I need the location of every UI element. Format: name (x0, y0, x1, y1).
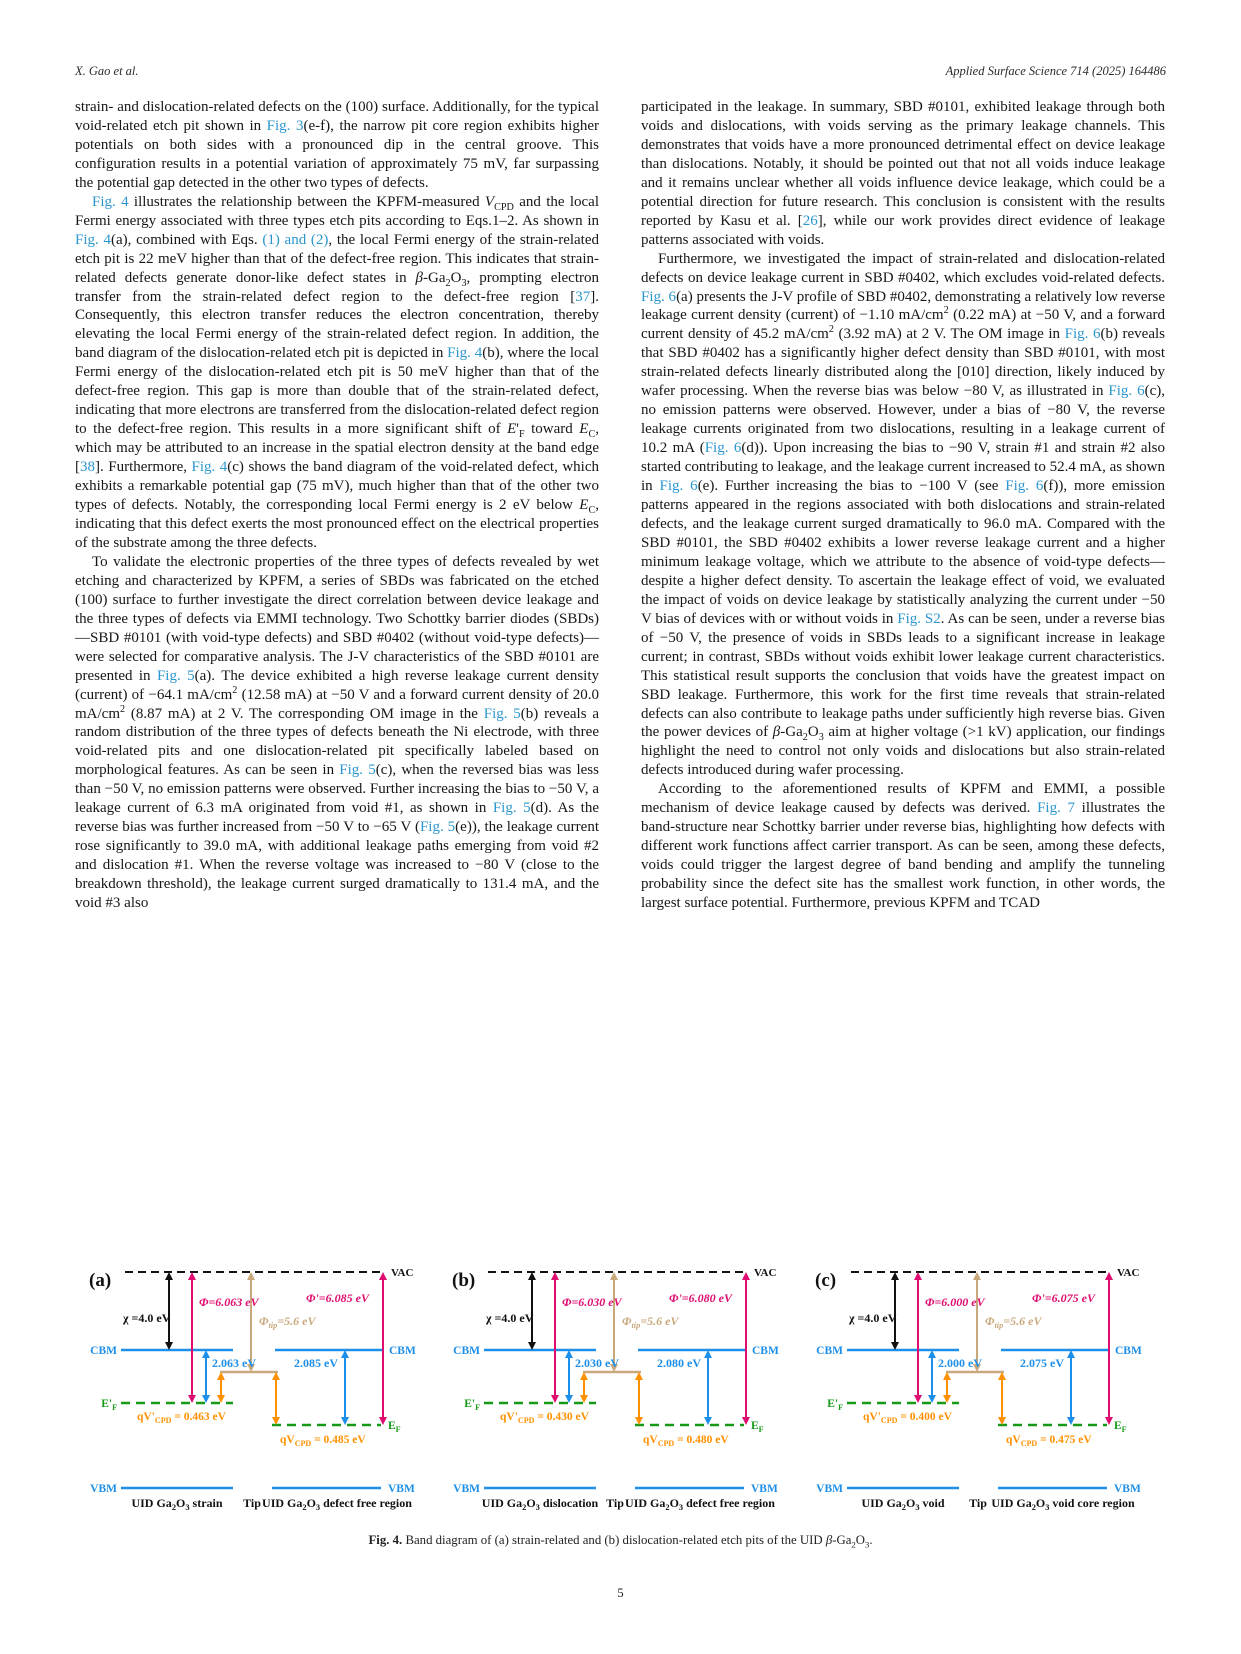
text-segment: (f)), more emission patterns appeared in the regions associated with both dislocations and strain-related defects, and the leakage current surged dramatically to 96.0 mA. Compared with the SBD #0101, the SBD #0402 exhibits a lower reverse leakage current and a higher minimum leakage voltage, which we attribute to the absence of void-type defects—despite a higher defect density. To ascertain the leakage effect of void, we evaluated the impact of voids on device leakage by statistically analyzing the current under −50 V bias of devices with or without voids in (641, 478, 1166, 627)
text-segment: E (579, 421, 589, 438)
text-segment: (e-f), the narrow pit core region exhibits higher potentials on both sides with a pronounced dip in the central groove. This configuration results in a potential variation of approximately 75 mV, far surpassing the potential gap detected in the other two types of defects. (75, 117, 599, 191)
text-segment: toward (524, 421, 580, 438)
paragraph (75, 193, 599, 553)
ef-right-label: $E_F$ (1114, 1420, 1127, 1434)
vbm-label-right: VBM (751, 1483, 778, 1495)
phi-value: Φ=6.030 eV (562, 1295, 622, 1309)
text-segment: 2 (828, 324, 834, 336)
band-diagram-panel (801, 1256, 1164, 1518)
paragraph (641, 250, 1165, 781)
text-segment: -Ga (780, 724, 803, 741)
text-segment: C (588, 505, 596, 517)
gap-right-value: 2.085 eV (294, 1356, 338, 1370)
region-left-label: UID $Ga_2O_3$ void (861, 1496, 945, 1512)
ref-link[interactable]: Fig. 7 (1037, 800, 1076, 817)
arrow-head (551, 1272, 559, 1280)
chi-value: χ =4.0 eV (486, 1311, 534, 1325)
band-diagram-panel (438, 1256, 801, 1518)
arrow-head (1105, 1272, 1113, 1280)
text-segment: -Ga (423, 269, 446, 286)
ref-link[interactable]: Fig. S2 (897, 610, 941, 627)
band-diagram-panel (75, 1256, 438, 1518)
qv-right-value: $qV_{CPD} = 0.480$ eV (643, 1434, 729, 1448)
qv-right-value: $qV_{CPD} = 0.475$ eV (1006, 1434, 1092, 1448)
text-segment: O (807, 724, 819, 741)
ref-link[interactable]: 37 (575, 288, 591, 305)
arrow-head (973, 1272, 981, 1280)
ref-link[interactable]: Fig. 5 (492, 800, 531, 817)
arrow-head (165, 1272, 173, 1280)
phi-prime-value: Φ'=6.085 eV (306, 1291, 369, 1305)
text-segment: 2 (232, 684, 238, 696)
page-header (75, 64, 1166, 79)
text-segment: , indicating that this defect exerts the most pronounced effect on the electrical properties of the substrate among the three defects. (75, 497, 599, 551)
arrow-head (914, 1272, 922, 1280)
page-number: 5 (617, 1586, 624, 1600)
text-segment: β (772, 724, 781, 741)
text-segment: Fig. 4. (368, 1533, 403, 1547)
ref-link[interactable]: 26 (802, 212, 818, 229)
text-segment: -Ga (832, 1533, 852, 1547)
text-segment: , prompting electron transfer from the strain-related defect region to the defect-free region [ (75, 269, 599, 305)
region-left-label: UID $Ga_2O_3$ dislocation (481, 1496, 599, 1512)
ref-link[interactable]: Fig. 3 (266, 117, 304, 134)
region-right-label: UID $Ga_2O_3$ void core region (991, 1496, 1135, 1512)
qv-left-value: $qV'_{CPD} = 0.400$ eV (863, 1411, 952, 1425)
ref-link[interactable]: Fig. 5 (483, 705, 521, 722)
text-segment: To validate the electronic properties of the three types of defects revealed by wet etching and characterized by KPFM, a series of SBDs was fabricated on the etched (100) surface to further investigate the direct correlation between device leakage and the three types of defects via EMMI technology. Two Schottky barrier diodes (SBDs)—SBD #0101 (with void-type defects) and SBD #0402 (without void-type defects)—were selected for comparative analysis. The J-V characteristics of the SBD #0101 are presented in (75, 553, 599, 684)
text-segment: aim at higher voltage (>1 kV) application, our findings highlight the need to control not only voids and dislocations but also strain-related defects introduced during wafer processing. (641, 724, 1165, 779)
ef-left-label: $E'_F$ (101, 1398, 117, 1412)
paragraph (75, 553, 599, 913)
text-segment: V (484, 193, 495, 210)
cbm-label-right: CBM (1115, 1345, 1142, 1357)
cbm-label-right: CBM (389, 1345, 416, 1357)
phi-prime-value: Φ'=6.080 eV (669, 1291, 732, 1305)
vbm-label-left: VBM (90, 1483, 117, 1495)
text-segment: (c), no emission patterns were observed. However, under a bias of −80 V, the reverse leakage currents originated from two dislocations, resulting in a leakage current of 10.2 mA ( (641, 383, 1165, 457)
ref-link[interactable]: Fig. 4 (191, 459, 228, 476)
right-column (641, 98, 1165, 913)
vac-label: VAC (391, 1267, 414, 1279)
text-segment: ]. Consequently, this electron transfer reduces the electron concentration, thereby elevating the local Fermi energy of the strain-related defect region. In addition, the band diagram of the dislocation-related etch pit is depicted in (75, 288, 599, 362)
vbm-label-left: VBM (816, 1483, 843, 1495)
cbm-label-left: CBM (816, 1345, 843, 1357)
ref-link[interactable]: Fig. 6 (659, 478, 698, 495)
qv-left-value: $qV'_{CPD} = 0.430$ eV (500, 1411, 589, 1425)
panel-label: (c) (815, 1270, 837, 1291)
vac-label: VAC (1117, 1267, 1140, 1279)
text-segment: . As can be seen, under a reverse bias of −50 V, the presence of voids in SBDs leads to a significant increase in leakage current; in contrast, SBDs without voids exhibit lower leakage current characteristics. This statistical result supports the conclusion that voids have the greatest impact on SBD leakage. Furthermore, this work for the first time reveals that strain-related defects can also contribute to leakage paths under sufficiently high reverse bias. Given the power devices of (641, 610, 1165, 741)
ref-link[interactable]: Fig. 4 (92, 193, 129, 210)
gap-left-value: 2.000 eV (938, 1356, 982, 1370)
phi-tip-value: $\Phi_{tip}=5.6$ eV (622, 1314, 679, 1330)
text-segment: E (579, 497, 589, 514)
text-segment: According to the aforementioned results of KPFM and EMMI, a possible mechanism of device leakage caused by defects was derived. (641, 781, 1165, 817)
cbm-label-right: CBM (752, 1345, 779, 1357)
text-segment: 2 (120, 703, 126, 715)
figure-caption (0, 1533, 1241, 1548)
text-segment: participated in the leakage. In summary, SBD #0101, exhibited leakage through both voids and dislocations, with voids serving as the primary leakage channels. This demonstrates that voids have a more pronounced detrimental effect on device leakage than dislocations. Notably, it should be pointed out that not all voids induce leakage and it remains unclear whether all voids influence device leakage, which could be a potential direction for future research. This conclusion is consistent with the results reported by Kasu et al. [ (641, 99, 1165, 229)
ef-left-label: $E'_F$ (464, 1398, 480, 1412)
text-segment: E (507, 421, 517, 438)
text-segment: . (869, 1533, 873, 1547)
region-right-label: UID $Ga_2O_3$ defect free region (262, 1496, 412, 1512)
chi-value: χ =4.0 eV (849, 1311, 897, 1325)
header-authors: X. Gao et al. (75, 64, 139, 78)
phi-value: Φ=6.000 eV (925, 1295, 985, 1309)
ref-link[interactable]: Fig. 6 (641, 288, 677, 305)
text-segment: , which may be attributed to an increase in the spatial electron density at the band edge [ (75, 421, 599, 476)
figure-4 (75, 1256, 1166, 1518)
text-segment: (b), where the local Fermi energy of the dislocation-related etch pit is 50 meV higher than that of the defect-free region. This gap is more than double that of the strain-related defect, indicating that more electrons are transferred from the dislocation-related defect region to the defect-free region. This results in a more significant shift of (75, 345, 600, 438)
gap-right-value: 2.080 eV (657, 1356, 701, 1370)
arrow-head (247, 1272, 255, 1280)
text-segment: strain- and dislocation-related defects on the (100) surface. Additionally, for the typical void-related etch pit shown in (75, 99, 599, 134)
arrow-head (188, 1272, 196, 1280)
text-segment: 2 (445, 277, 451, 289)
text-segment: (a). The device exhibited a high reverse leakage current density (current) of −64.1 mA/cm (75, 667, 600, 703)
ref-link[interactable]: Fig. 6 (1108, 383, 1145, 400)
text-segment: Furthermore, we investigated the impact of strain-related and dislocation-related defects on device leakage current in SBD #0402, which excludes void-related defects. (641, 250, 1165, 286)
text-segment: (d). As the reverse bias was further increased from −50 V to −65 V ( (75, 800, 599, 836)
ef-right-label: $E_F$ (388, 1420, 401, 1434)
phi-tip-value: $\Phi_{tip}=5.6$ eV (259, 1314, 316, 1330)
paragraph (641, 780, 1165, 913)
ref-link[interactable]: Fig. 6 (704, 440, 742, 457)
text-segment: (e)), the leakage current rose significantly to 39.0 mA, with additional leakage paths emerging from void #2 and dislocation #1. When the reverse voltage was increased to −80 V (close to the breakdown threshold), the leakage current surged dramatically to 131.4 mA, and the void #3 also (75, 819, 599, 912)
text-segment: 3 (818, 732, 824, 744)
ref-link[interactable]: Fig. 5 (339, 762, 376, 779)
gap-left-value: 2.063 eV (212, 1356, 256, 1370)
phi-prime-value: Φ'=6.075 eV (1032, 1291, 1095, 1305)
text-segment: CPD (494, 201, 514, 213)
text-segment: ], while our work provides direct evidence of leakage patterns associated with voids. (641, 212, 1165, 248)
article-body (75, 98, 1166, 913)
paragraph (641, 98, 1165, 250)
header-journal: Applied Surface Science 714 (2025) 164486 (945, 64, 1166, 78)
tip-label: Tip (606, 1496, 624, 1510)
text-segment: 3 (461, 277, 467, 289)
phi-value: Φ=6.063 eV (199, 1295, 259, 1309)
text-segment: C (588, 429, 596, 441)
text-segment: (b) reveals that SBD #0402 has a significantly higher defect density than SBD #0101, with most strain-related defects linearly distributed along the [010] direction, likely induced by wafer processing. When the reverse bias was below −80 V, as illustrated in (641, 326, 1166, 400)
cbm-label-left: CBM (453, 1345, 480, 1357)
text-segment: 2 (943, 305, 949, 317)
text-segment: (c) shows the band diagram of the void-related defect, which exhibits a remarkable potential gap (75 mV), much higher than that of the other two types of defects. Notably, the corresponding local Fermi energy is 2 eV below (75, 459, 599, 514)
gap-right-value: 2.075 eV (1020, 1356, 1064, 1370)
text-segment: ]. Furthermore, (95, 459, 192, 476)
region-left-label: UID $Ga_2O_3$ strain (131, 1496, 223, 1512)
arrow-head (610, 1272, 618, 1280)
text-segment: 2 (851, 1539, 856, 1550)
text-segment: ' (516, 421, 519, 438)
text-segment: 3 (864, 1539, 870, 1550)
ref-link[interactable]: Fig. 5 (156, 667, 195, 684)
text-segment: O (855, 1533, 865, 1547)
text-segment: , the local Fermi energy of the strain-related etch pit is 22 meV higher than that of the defect-free region. This indicates that strain-related defects generate donor-like defect states in (75, 231, 599, 286)
ef-right-label: $E_F$ (751, 1420, 764, 1434)
panel-label: (b) (452, 1270, 476, 1291)
text-segment: (12.58 mA) at −50 V and a forward current density of 20.0 mA/cm (75, 686, 599, 722)
gap-left-value: 2.030 eV (575, 1356, 619, 1370)
arrow-head (742, 1272, 750, 1280)
text-segment: Band diagram of (a) strain-related and (b) dislocation-related etch pits of the UID (402, 1533, 826, 1547)
ef-left-label: $E'_F$ (827, 1398, 843, 1412)
phi-tip-value: $\Phi_{tip}=5.6$ eV (985, 1314, 1042, 1330)
arrow-head (379, 1272, 387, 1280)
text-segment: β (415, 269, 424, 286)
text-segment: (b) reveals a random distribution of the three types of defects beneath the Ni electrode, with three void-related pits and one dislocation-related pit specifically labeled based on morphological features. As can be seen in (75, 705, 600, 779)
ref-link[interactable]: Fig. 6 (1005, 478, 1044, 495)
text-segment: (a) presents the J-V profile of SBD #0402, demonstrating a relatively low reverse leakage current density (current) of −1.10 mA/cm (641, 288, 1165, 324)
ref-link[interactable]: (1) and (2) (262, 231, 329, 248)
tip-label: Tip (969, 1496, 987, 1510)
tip-label: Tip (243, 1496, 261, 1510)
vbm-label-right: VBM (1114, 1483, 1141, 1495)
ref-link[interactable]: 38 (80, 459, 95, 476)
text-segment: (d)). Upon increasing the bias to −90 V, strain #1 and strain #2 also started contributing to leakage, and the leakage current increased to 52.4 mA, as shown in (641, 440, 1166, 495)
arrow-head (528, 1272, 536, 1280)
text-segment: (3.92 mA) at 2 V. The OM image in (833, 326, 1065, 343)
text-segment: O (450, 269, 462, 286)
text-segment: illustrates the relationship between the KPFM-measured (128, 193, 485, 210)
paragraph (75, 98, 599, 193)
text-segment: (a), combined with Eqs. (110, 231, 263, 248)
text-segment: β (825, 1533, 833, 1547)
text-segment: 2 (802, 732, 808, 744)
qv-right-value: $qV_{CPD} = 0.485$ eV (280, 1434, 366, 1448)
vac-label: VAC (754, 1267, 777, 1279)
ref-link[interactable]: Fig. 5 (419, 819, 456, 836)
left-column (75, 98, 599, 913)
vbm-label-left: VBM (453, 1483, 480, 1495)
region-right-label: UID $Ga_2O_3$ defect free region (625, 1496, 775, 1512)
qv-left-value: $qV'_{CPD} = 0.463$ eV (137, 1411, 226, 1425)
panel-label: (a) (89, 1270, 112, 1291)
chi-value: χ =4.0 eV (123, 1311, 171, 1325)
arrow-head (891, 1272, 899, 1280)
text-segment: (8.87 mA) at 2 V. The corresponding OM image in the (125, 705, 484, 722)
ref-link[interactable]: Fig. 6 (1064, 326, 1101, 343)
text-segment: (0.22 mA) at −50 V, and a forward current density of 45.2 mA/cm (641, 307, 1165, 343)
text-segment: F (518, 429, 525, 441)
ref-link[interactable]: Fig. 4 (447, 345, 483, 362)
vbm-label-right: VBM (388, 1483, 415, 1495)
text-segment: (e). Further increasing the bias to −100 V (see (697, 478, 1006, 495)
text-segment: (c), when the reversed bias was less than −50 V, no emission patterns were observed. Further increasing the bias to −50 V, a leakage current of 6.3 mA originated from void #1, as shown in (75, 762, 599, 817)
text-segment: and the local Fermi energy associated with three types etch pits according to Eqs.1–2. As shown in (75, 193, 599, 229)
cbm-label-left: CBM (90, 1345, 117, 1357)
ref-link[interactable]: Fig. 4 (75, 231, 111, 248)
text-segment: illustrates the band-structure near Schottky barrier under reverse bias, highlighting how defects with different work functions affect carrier transport. As can be seen, among these defects, voids could trigger the largest degree of band bending and amplify the tunneling probability since the defect site has the smallest work function, in other words, the largest surface potential. Furthermore, previous KPFM and TCAD (641, 800, 1165, 912)
